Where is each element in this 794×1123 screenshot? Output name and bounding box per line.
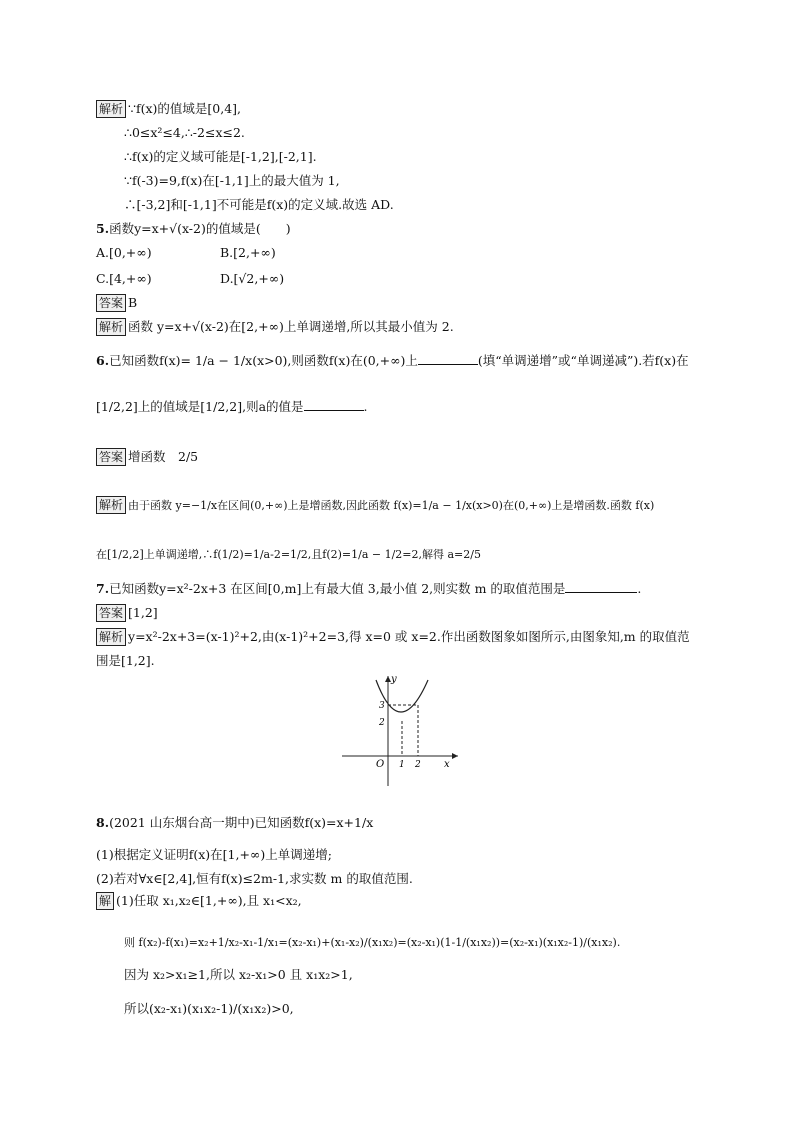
analysis-line-1 [96, 100, 241, 118]
q4-analysis-text-1: ∵f(x)的值域是[0,4], [128, 101, 242, 116]
q7-blank [565, 580, 637, 593]
parabola-graph [336, 670, 464, 790]
q7-answer-line [96, 604, 158, 622]
q8-part-1: (1)根据定义证明f(x)在[1,+∞)上单调递增; [96, 847, 332, 862]
tick-2: 2 [415, 760, 421, 770]
q8-solution-line-1 [96, 892, 302, 910]
q8-part-2: (2)若对∀x∈[2,4],恒有f(x)≤2m-1,求实数 m 的取值范围. [96, 871, 413, 886]
answer-tag: 答案 [96, 604, 126, 622]
q6-analysis-1: 由于函数 y=−1/x在区间(0,+∞)上是增函数,因此函数 f(x)=1/a − 1/x(x>0)在(0,+∞)上是增函数.函数 f(x) [128, 499, 655, 512]
q5-analysis: 函数 y=x+√(x-2)在[2,+∞)上单调递增,所以其最小值为 2. [128, 319, 454, 334]
q5-stem [96, 220, 291, 238]
tick-y3: 3 [379, 701, 385, 711]
tick-1: 1 [399, 760, 405, 770]
q6-blank-1 [418, 352, 478, 365]
q8-stem-line [96, 814, 373, 832]
tick-y2: 2 [379, 718, 385, 728]
q5-answer: B [128, 295, 138, 310]
origin-label: O [376, 759, 385, 770]
answer-tag: 答案 [96, 294, 126, 312]
solution-tag: 解 [96, 892, 114, 910]
x-axis-arrow [452, 753, 458, 759]
q7-analysis-line-1 [96, 628, 690, 646]
q5-option-a: A.[0,+∞) [96, 245, 152, 260]
q8-stem: (2021 山东烟台高一期中)已知函数f(x)=x+1/x [109, 815, 374, 830]
q5-stem-text: 函数y=x+√(x-2)的值域是( ) [109, 221, 291, 236]
q6-analysis-line-2: 在[1/2,2]上单调递增,∴f(1/2)=1/a-2=1/2,且f(2)=1/a − 1/2=2,解得 a=2/5 [96, 548, 481, 561]
q7-analysis-1: y=x²-2x+3=(x-1)²+2,由(x-1)²+2=3,得 x=0 或 x=2.作出函数图象如图所示,由图象知,m 的取值范 [128, 629, 690, 644]
q8-number: 8. [96, 815, 110, 830]
analysis-tag: 解析 [96, 496, 126, 514]
q6-stem-2: (填“单调递增”或“单调递减”).若f(x)在 [477, 353, 689, 368]
q7-number: 7. [96, 581, 110, 596]
q5-option-d: D.[√2,+∞) [220, 271, 285, 286]
q4-analysis-text-5: ∴[-3,2]和[-1,1]不可能是f(x)的定义域.故选 AD. [124, 197, 394, 212]
q6-answer-line [96, 448, 198, 466]
q6-stem-line-2: [1/2,2]上的值域是[1/2,2],则a的值是 . [96, 399, 368, 414]
analysis-tag: 解析 [96, 100, 126, 118]
q5-analysis-line [96, 318, 454, 336]
q7-answer: [1,2] [128, 605, 158, 620]
q4-analysis-text-2: ∴0≤x²≤4,∴-2≤x≤2. [124, 125, 245, 140]
y-axis-label: y [391, 674, 397, 685]
q4-analysis-text-3: ∴f(x)的定义域可能是[-1,2],[-2,1]. [124, 149, 317, 164]
q7-stem: 已知函数y=x²-2x+3 在区间[0,m]上有最大值 3,最小值 2,则实数 m 的取值范围是 [109, 581, 566, 596]
analysis-tag: 解析 [96, 628, 126, 646]
q5-answer-line [96, 294, 137, 312]
q6-stem-3: [1/2,2]上的值域是[1/2,2],则a的值是 [96, 399, 304, 414]
answer-tag: 答案 [96, 448, 126, 466]
q7-analysis-line-2: 围是[1,2]. [96, 653, 155, 668]
q4-analysis-text-4: ∵f(-3)=9,f(x)在[-1,1]上的最大值为 1, [124, 173, 340, 188]
x-axis-label: x [444, 759, 450, 770]
q6-stem-line-1 [96, 352, 689, 370]
q8-solution-2: 则 f(x₂)-f(x₁)=x₂+1/x₂-x₁-1/x₁=(x₂-x₁)+(x₁-x₂)/(x₁x₂)=(x₂-x₁)(1-1/(x₁x₂))=(x₂-x₁)(x₁x₂-1)/(x₁x₂). [124, 936, 621, 949]
q8-solution-1: (1)任取 x₁,x₂∈[1,+∞),且 x₁<x₂, [116, 893, 302, 908]
q6-number: 6. [96, 353, 110, 368]
analysis-tag: 解析 [96, 318, 126, 336]
q6-stem-1: 已知函数f(x)= 1/a − 1/x(x>0),则函数f(x)在(0,+∞)上 [109, 353, 418, 368]
q8-solution-3: 因为 x₂>x₁≥1,所以 x₂-x₁>0 且 x₁x₂>1, [124, 967, 353, 982]
q5-option-c: C.[4,+∞) [96, 271, 152, 286]
q7-stem-line: 7.已知函数y=x²-2x+3 在区间[0,m]上有最大值 3,最小值 2,则实数 m 的取值范围是 . [96, 581, 642, 596]
q5-option-b: B.[2,+∞) [220, 245, 276, 260]
q6-analysis-line-1 [96, 496, 654, 515]
q6-answer: 增函数 2/5 [128, 449, 199, 464]
q5-number: 5. [96, 221, 110, 236]
q6-blank-2 [304, 398, 364, 411]
q8-solution-4: 所以(x₂-x₁)(x₁x₂-1)/(x₁x₂)>0, [124, 1001, 294, 1016]
